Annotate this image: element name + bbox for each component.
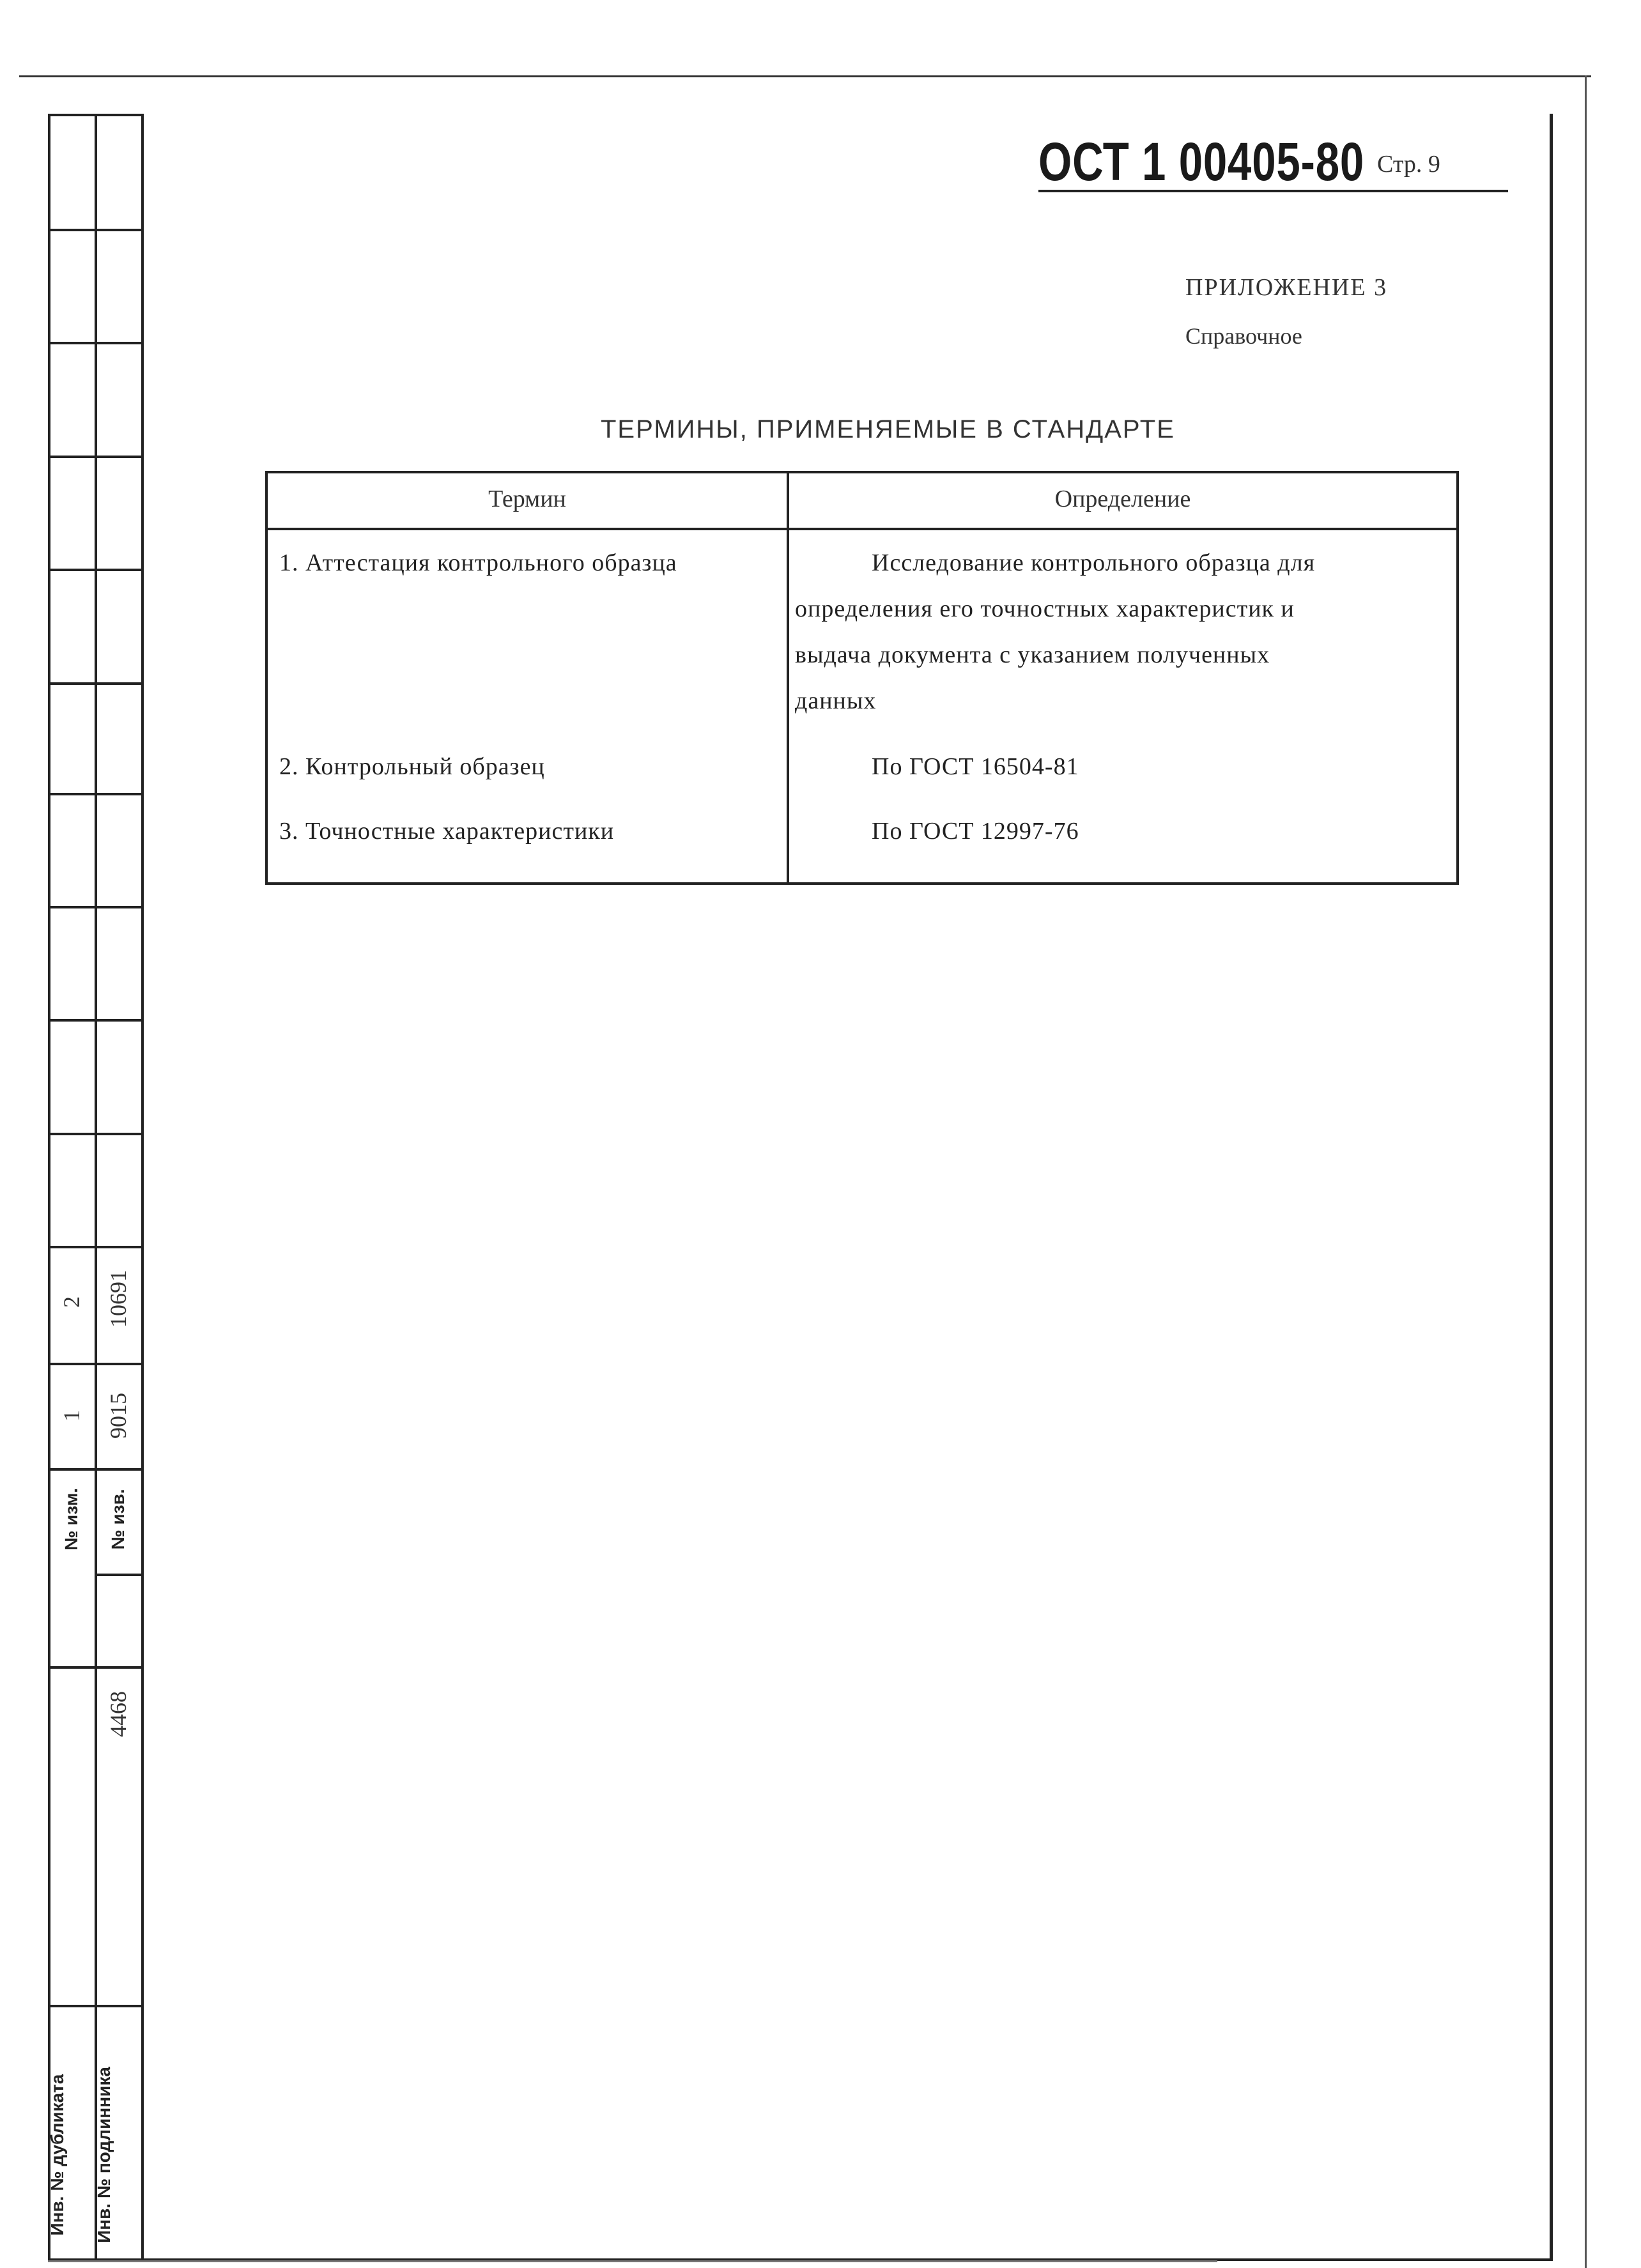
definition-line: По ГОСТ 12997-76 [872,818,1079,845]
strip-divider [48,342,144,344]
strip-divider [48,682,144,685]
top-rule [19,75,1591,77]
izm-value-1: 1 [59,1410,84,1421]
page-number: Стр. 9 [1377,151,1440,178]
strip-line-inner [141,114,144,2260]
document-header [1038,131,1508,192]
strip-divider [48,456,144,458]
header-term: Термин [488,486,566,512]
header-definition: Определение [1054,486,1191,512]
right-rule [1585,75,1587,2268]
izm-value-2: 2 [59,1296,84,1308]
definition-line: определения его точностных характеристик и [795,595,1295,622]
document-code: ОСТ 1 00405-80 [1038,132,1365,192]
term-cell: 3. Точностные характеристики [279,818,615,845]
izv-value-9015: 9015 [105,1393,131,1439]
izv-value-10691: 10691 [105,1270,131,1328]
strip-divider [48,793,144,795]
column-divider [787,473,789,882]
definition-line: выдача документа с указанием полученных [795,641,1270,668]
appendix-title: ПРИЛОЖЕНИЕ 3 [1185,274,1388,301]
strip-divider [48,1363,144,1365]
strip-divider [48,1468,144,1471]
section-title: ТЕРМИНЫ, ПРИМЕНЯЕМЫЕ В СТАНДАРТЕ [601,415,1175,443]
izm-label: № изм. [61,1488,81,1551]
strip-divider [48,1133,144,1135]
strip-divider [48,569,144,571]
strip-divider [48,1019,144,1022]
terms-table [265,471,1459,885]
strip-divider [48,1246,144,1248]
strip-line-outer [48,114,50,2260]
definition-line: По ГОСТ 16504-81 [872,753,1079,780]
bottom-rule [48,2260,1217,2262]
definition-line: данных [795,687,877,714]
term-cell: 2. Контрольный образец [279,753,545,780]
strip-divider [48,229,144,231]
strip-divider [48,2005,144,2007]
strip-divider [48,114,144,116]
inv-dublikata-label: Инв. № дубликата [47,2074,67,2236]
margin-strip [48,114,144,2260]
definition-line: Исследование контрольного образца для [872,549,1316,576]
inv-podlinnika-label: Инв. № подлинника [94,2067,114,2243]
header-divider [268,528,1456,530]
strip-divider [95,1574,143,1576]
izv-label: № изв. [108,1489,128,1550]
strip-divider [48,906,144,908]
inv-podlinnika-value: 4468 [105,1691,131,1737]
strip-divider [48,1666,144,1669]
strip-line-middle [95,114,97,2260]
term-cell: 1. Аттестация контрольного образца [279,549,677,576]
appendix-type: Справочное [1185,323,1302,349]
